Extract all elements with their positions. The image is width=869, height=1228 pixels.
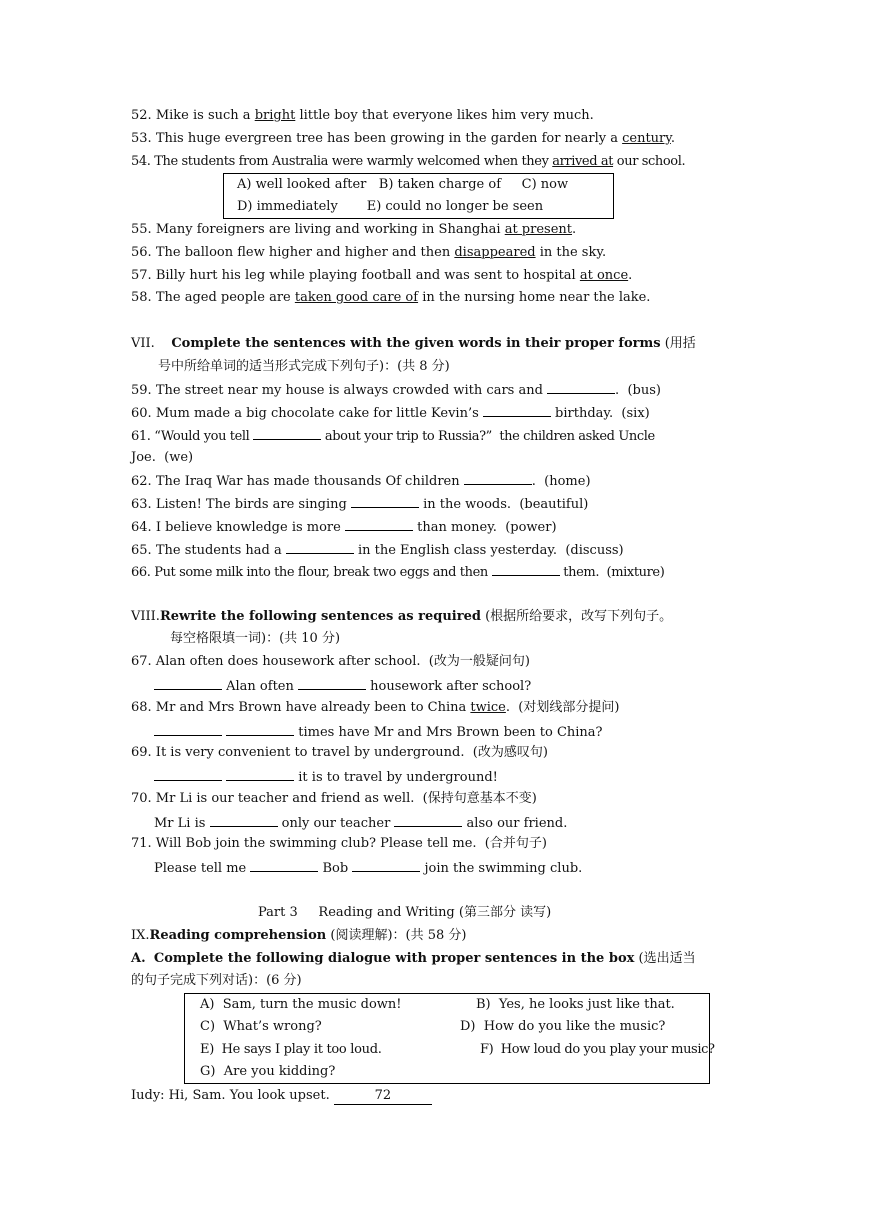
sentence-67: 67. Alan often does housework after school. (改为一般疑问句) bbox=[131, 654, 530, 669]
answer-blank bbox=[345, 518, 413, 531]
sentence-70: 70. Mr Li is our teacher and friend as well. (保持句意基本不变) bbox=[131, 791, 537, 806]
sentence-68-rewrite: times have Mr and Mrs Brown been to China? bbox=[154, 723, 603, 741]
sentence-61-continued: Joe. (we) bbox=[131, 450, 194, 465]
answer-blank bbox=[492, 563, 560, 576]
answer-blank bbox=[154, 677, 222, 690]
answer-blank bbox=[253, 427, 321, 440]
sentence-64: 64. I believe knowledge is more than money. (power) bbox=[131, 520, 557, 535]
answer-blank-72: 72 bbox=[334, 1088, 432, 1105]
underlined-word: bright bbox=[254, 108, 296, 123]
answer-blank bbox=[483, 404, 551, 417]
options-box-1-row-2: D) immediately E) could no longer be seen bbox=[237, 199, 544, 214]
sentence-54: 54. The students from Australia were warmly welcomed when they arrived at our school. bbox=[131, 154, 686, 169]
option-a: A) Sam, turn the music down! bbox=[200, 997, 402, 1012]
sentence-66: 66. Put some milk into the flour, break two eggs and then them. (mixture) bbox=[131, 565, 665, 580]
section-a-note: 的句子完成下列对话)：(6 分) bbox=[131, 973, 302, 988]
sentence-71: 71. Will Bob join the swimming club? Please tell me. (合并句子) bbox=[131, 836, 547, 851]
section-vii-title: Complete the sentences with the given words in their proper forms bbox=[171, 336, 661, 351]
option-b: B) Yes, he looks just like that. bbox=[476, 997, 675, 1012]
sentence-60: 60. Mum made a big chocolate cake for little Kevin’s birthday. (six) bbox=[131, 406, 650, 421]
dialogue-line-1: Iudy: Hi, Sam. You look upset. 72 bbox=[131, 1088, 432, 1105]
option-f: F) How loud do you play your music? bbox=[480, 1042, 715, 1057]
underlined-word: disappeared bbox=[454, 245, 536, 260]
section-vii-heading: VII. Complete the sentences with the given words in their proper forms (用括 bbox=[131, 336, 696, 351]
sentence-69: 69. It is very convenient to travel by underground. (改为感叹句) bbox=[131, 745, 548, 760]
answer-blank bbox=[226, 768, 294, 781]
section-viii-heading: VIII.Rewrite the following sentences as required (根据所给要求，改写下列句子。 bbox=[131, 609, 673, 624]
answer-blank bbox=[352, 859, 420, 872]
section-a-heading: A. Complete the following dialogue with proper sentences in the box (选出适当 bbox=[131, 951, 696, 966]
answer-blank bbox=[351, 495, 419, 508]
sentence-67-rewrite: Alan often housework after school? bbox=[154, 677, 531, 695]
option-c: C) What’s wrong? bbox=[200, 1019, 322, 1034]
section-viii-note: 每空格限填一词)：(共 10 分) bbox=[170, 631, 341, 646]
answer-blank bbox=[464, 472, 532, 485]
underlined-word: arrived at bbox=[552, 154, 614, 169]
answer-blank bbox=[226, 723, 294, 736]
option-d: D) How do you like the music? bbox=[460, 1019, 666, 1034]
sentence-71-rewrite: Please tell me Bob join the swimming club. bbox=[154, 861, 583, 876]
answer-blank bbox=[286, 541, 354, 554]
sentence-69-rewrite: it is to travel by underground! bbox=[154, 768, 498, 786]
sentence-52: 52. Mike is such a bright little boy that everyone likes him very much. bbox=[131, 108, 594, 123]
section-a-title: Complete the following dialogue with proper sentences in the box bbox=[153, 951, 635, 966]
sentence-53: 53. This huge evergreen tree has been growing in the garden for nearly a century. bbox=[131, 131, 676, 146]
answer-blank bbox=[154, 768, 222, 781]
section-vii-note: 号中所给单词的适当形式完成下列句子)：(共 8 分) bbox=[158, 359, 450, 374]
part-3-heading: Part 3 Reading and Writing (第三部分 读写) bbox=[258, 905, 552, 920]
underlined-word: at present bbox=[504, 222, 573, 237]
sentence-57: 57. Billy hurt his leg while playing football and was sent to hospital at once. bbox=[131, 268, 633, 283]
answer-blank bbox=[210, 814, 278, 827]
answer-blank bbox=[394, 814, 462, 827]
sentence-70-rewrite: Mr Li is only our teacher also our friend. bbox=[154, 816, 568, 831]
answer-blank bbox=[154, 723, 222, 736]
sentence-59: 59. The street near my house is always crowded with cars and . (bus) bbox=[131, 383, 661, 398]
sentence-55: 55. Many foreigners are living and working in Shanghai at present. bbox=[131, 222, 577, 237]
section-ix-title: Reading comprehension bbox=[149, 928, 327, 943]
section-viii-title: Rewrite the following sentences as required bbox=[159, 609, 481, 624]
sentence-58: 58. The aged people are taken good care of in the nursing home near the lake. bbox=[131, 290, 651, 305]
sentence-65: 65. The students had a in the English class yesterday. (discuss) bbox=[131, 543, 624, 558]
options-box-1-row-1: A) well looked after B) taken charge of C) now bbox=[237, 177, 569, 192]
sentence-62: 62. The Iraq War has made thousands Of children . (home) bbox=[131, 474, 591, 489]
sentence-61: 61. “Would you tell about your trip to Russia?” the children asked Uncle bbox=[131, 429, 655, 444]
answer-blank bbox=[547, 381, 615, 394]
option-g: G) Are you kidding? bbox=[200, 1064, 336, 1079]
sentence-63: 63. Listen! The birds are singing in the woods. (beautiful) bbox=[131, 497, 589, 512]
answer-blank bbox=[250, 859, 318, 872]
option-e: E) He says I play it too loud. bbox=[200, 1042, 382, 1057]
underlined-word: taken good care of bbox=[294, 290, 419, 305]
underlined-word: twice bbox=[470, 700, 506, 715]
underlined-word: at once bbox=[579, 268, 629, 283]
section-ix-heading: IX.Reading comprehension (阅读理解)：(共 58 分) bbox=[131, 928, 467, 943]
sentence-68: 68. Mr and Mrs Brown have already been to China twice. (对划线部分提问) bbox=[131, 700, 620, 715]
answer-blank bbox=[298, 677, 366, 690]
sentence-56: 56. The balloon flew higher and higher and then disappeared in the sky. bbox=[131, 245, 607, 260]
underlined-word: century bbox=[622, 131, 671, 146]
